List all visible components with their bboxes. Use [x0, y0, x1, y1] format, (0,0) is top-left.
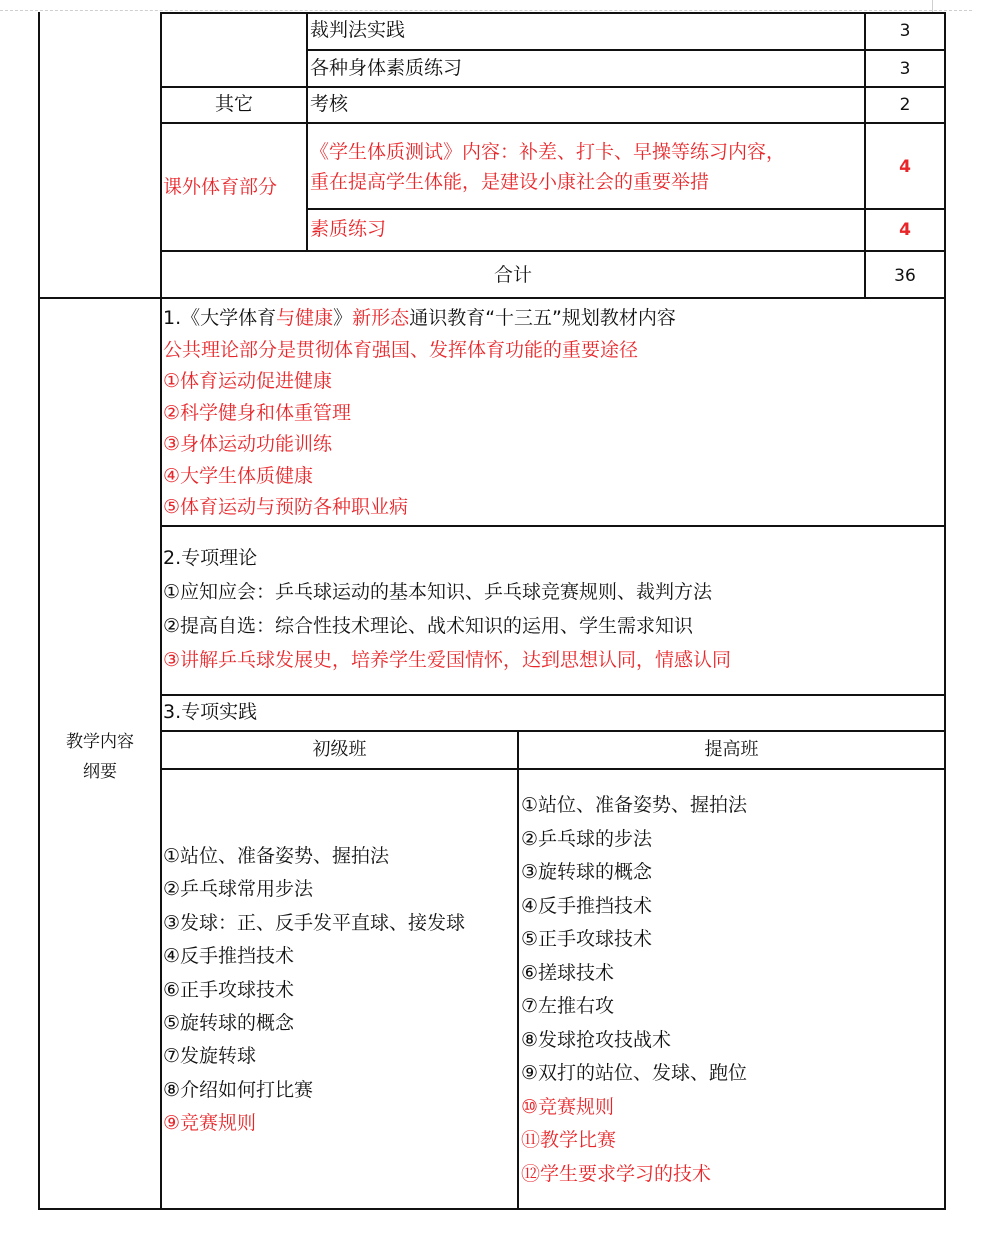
section2-line: ③讲解乒乓球发展史，培养学生爱国情怀，达到思想认同，情感认同	[163, 649, 732, 671]
section2-line: ①应知应会：乒乓球运动的基本知识、乒乓球竞赛规则、裁判方法	[163, 581, 713, 603]
list-item: ⑪教学比赛	[521, 1129, 617, 1151]
section1-line: 公共理论部分是贯彻体育强国、发挥体育功能的重要途径	[163, 338, 639, 361]
category-other: 其它	[214, 93, 253, 115]
beginner-list	[163, 840, 515, 1141]
extracurricular-line-2: 重在提高学生体能，是建设小康社会的重要举措	[310, 171, 710, 193]
assessment-item: 考核	[310, 93, 349, 115]
section-theory-basic	[163, 303, 943, 524]
section1-line: ④大学生体质健康	[163, 464, 314, 487]
list-item: ⑩竞赛规则	[521, 1095, 615, 1118]
outline-label	[40, 727, 160, 787]
list-item: ④反手推挡技术	[521, 894, 653, 917]
extracurricular-line-1: 《学生体质测试》内容：补差、打卡、早操等练习内容，	[310, 141, 786, 163]
column-advanced: 提高班	[704, 739, 759, 760]
column-beginner: 初级班	[312, 739, 367, 760]
outline-label-line-2: 纲要	[83, 762, 117, 782]
section3-title: 3.专项实践	[163, 701, 258, 723]
list-item: ④反手推挡技术	[163, 945, 295, 968]
list-item: ②乒乓球常用步法	[163, 878, 314, 901]
list-item: ⑧介绍如何打比赛	[163, 1078, 314, 1101]
practice-item-fitness: 各种身体素质练习	[310, 57, 463, 79]
list-item: ⑫学生要求学习的技术	[521, 1162, 712, 1185]
list-item: ⑧发球抢攻技战术	[521, 1028, 672, 1051]
advanced-list	[521, 789, 941, 1191]
list-item: ⑨竞赛规则	[163, 1112, 257, 1135]
list-item: ⑦左推右攻	[521, 995, 615, 1017]
section2-line: ②提高自选：综合性技术理论、战术知识的运用、学生需求知识	[163, 615, 694, 637]
list-item: ⑥正手攻球技术	[163, 978, 295, 1001]
hours-extracurricular: 4	[899, 157, 911, 177]
section1-line: ③身体运动功能训练	[163, 433, 333, 455]
practice-item-refereeing: 裁判法实践	[310, 19, 406, 41]
section-special-theory	[163, 541, 943, 677]
hours-assessment: 2	[899, 95, 911, 115]
page-guide-mark	[932, 0, 933, 12]
section1-line: ①体育运动促进健康	[163, 370, 333, 392]
total-hours: 36	[894, 266, 916, 286]
list-item: ⑥搓球技术	[521, 961, 615, 984]
list-item: ⑦发旋转球	[163, 1045, 257, 1068]
list-item: ②乒乓球的步法	[521, 827, 653, 850]
list-item: ①站位、准备姿势、握拍法	[521, 794, 748, 816]
section1-line: ⑤体育运动与预防各种职业病	[163, 496, 409, 518]
list-item: ③旋转球的概念	[521, 861, 653, 883]
list-item: ⑤正手攻球技术	[521, 928, 653, 950]
section1-title: 1.《大学体育与健康》新形态通识教育“十三五”规划教材内容	[163, 307, 676, 329]
quality-practice-item: 素质练习	[310, 218, 387, 240]
section1-line: ②科学健身和体重管理	[163, 401, 352, 424]
hours-fitness: 3	[899, 59, 911, 79]
list-item: ③发球：正、反手发平直球、接发球	[163, 911, 466, 934]
list-item: ①站位、准备姿势、握拍法	[163, 845, 390, 867]
list-item: ⑤旋转球的概念	[163, 1011, 295, 1034]
category-extracurricular: 课外体育部分	[163, 176, 278, 198]
list-item: ⑨双打的站位、发球、跑位	[521, 1062, 748, 1084]
page-guide-line	[0, 10, 972, 11]
hours-quality-practice: 4	[899, 220, 911, 240]
total-label: 合计	[493, 264, 532, 286]
hours-refereeing: 3	[899, 21, 911, 41]
outline-label-line-1: 教学内容	[66, 732, 134, 752]
section2-title: 2.专项理论	[163, 547, 258, 569]
